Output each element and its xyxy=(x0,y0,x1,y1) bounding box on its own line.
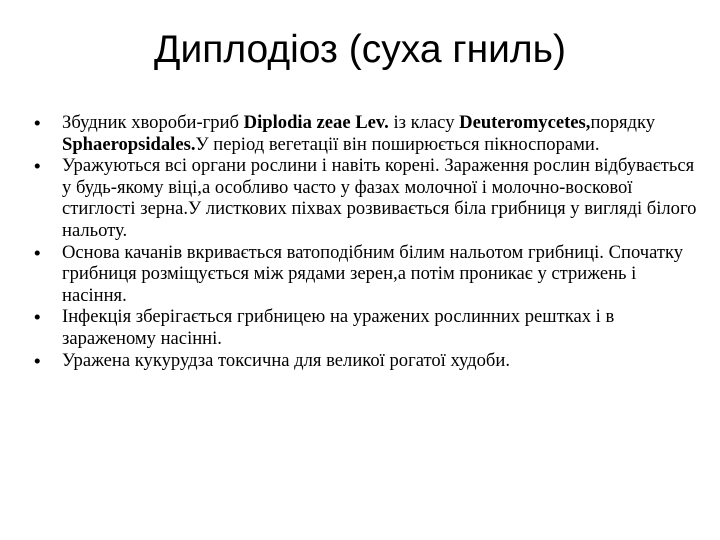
bullet-text xyxy=(62,242,683,306)
bullet-text xyxy=(62,112,655,155)
bullet-text-segment: із класу xyxy=(388,112,460,133)
bullet-text-segment: порядку xyxy=(590,112,656,133)
bullet-item xyxy=(34,155,702,241)
bullet-item xyxy=(34,112,702,155)
bullet-text-segment: Збудник хвороби-гриб xyxy=(62,112,244,133)
bullet-text xyxy=(62,306,614,349)
bullet-item xyxy=(34,350,702,372)
bullet-text xyxy=(62,155,696,241)
bullet-dot-icon: • xyxy=(34,155,41,177)
bullet-text-segment: Уражена кукурудза токсична для великої рогатої худоби. xyxy=(62,349,510,371)
bullet-text-bold-segment: Diplodia zeae Lev. xyxy=(243,112,389,133)
bullet-text-segment: У період вегетації він поширюється пікноспорами. xyxy=(195,133,600,155)
bullet-item xyxy=(34,242,702,307)
bullet-text xyxy=(62,350,510,371)
bullet-text-segment: Основа качанів вкривається ватоподібним білим нальотом грибниці. Спочатку грибниця розміщується між рядами зерен,а потім проникає у стрижень і насіння. xyxy=(62,241,684,306)
slide-title: Диплодіоз (суха гниль) xyxy=(154,28,566,71)
bullet-text-segment: Інфекція зберігається грибницею на уражених рослинних рештках і в зараженому насінні. xyxy=(62,306,615,349)
bullet-item xyxy=(34,306,702,349)
bullet-dot-icon: • xyxy=(34,306,41,328)
bullet-dot-icon: • xyxy=(34,349,41,371)
bullet-dot-icon: • xyxy=(34,241,41,263)
bullet-text-segment: Уражуються всі органи рослини і навіть корені. Зараження рослин відбувається у будь-якому віці,а особливо часто у фазах молочної і молочно-воскової стиглості зерна.У листкових піхвах розвивається біла грибниця у вигляді білого нальоту. xyxy=(62,155,697,241)
bullet-list xyxy=(34,112,702,371)
bullet-text-bold-segment: Deuteromycetes, xyxy=(459,112,591,133)
bullet-dot-icon: • xyxy=(34,112,41,133)
bullet-text-bold-segment: Sphaeropsidales. xyxy=(62,133,196,155)
